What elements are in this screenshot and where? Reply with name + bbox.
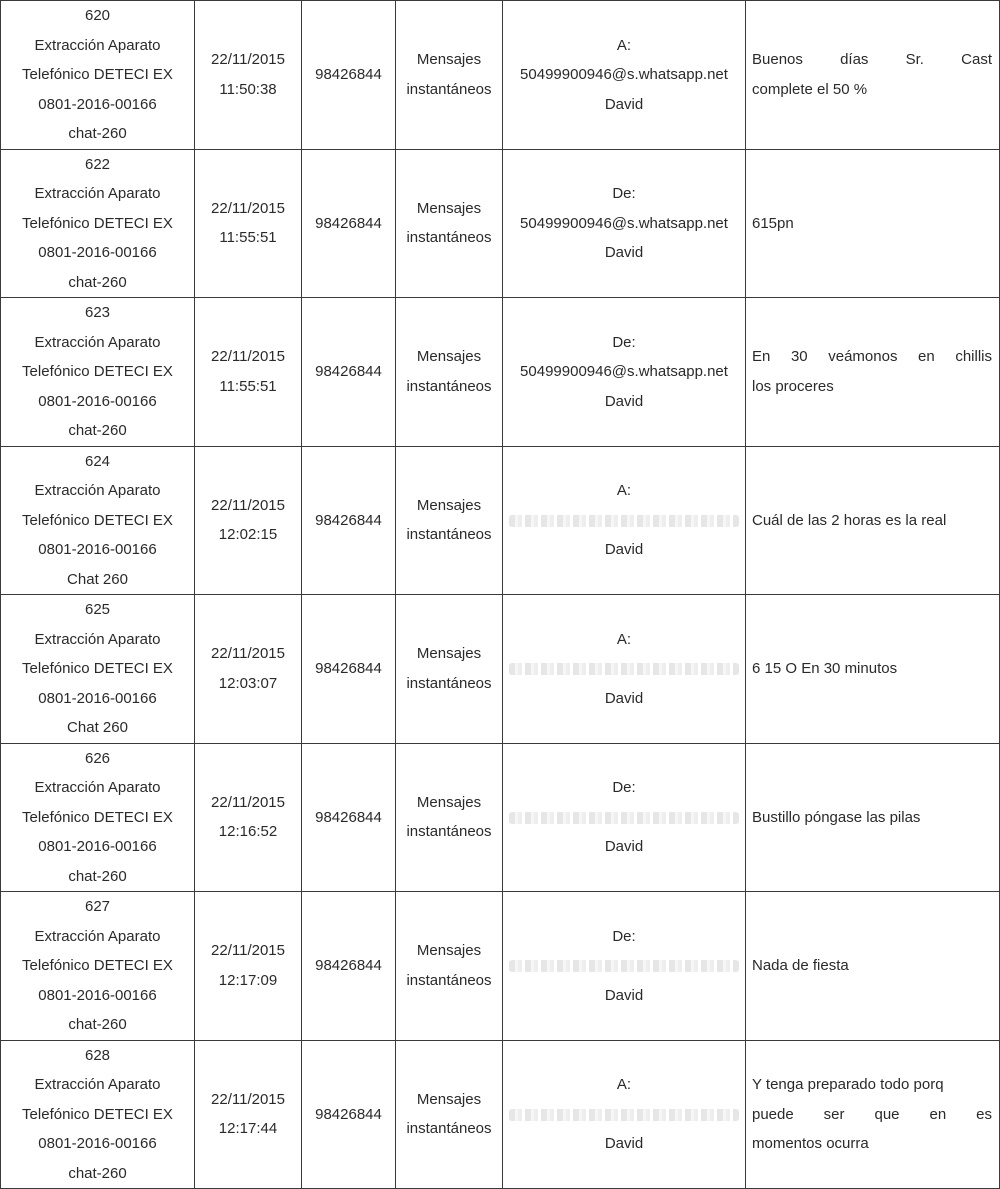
message-line: los proceres	[752, 377, 834, 395]
source-cell	[1, 743, 195, 892]
source-line: Chat 260	[67, 719, 128, 736]
source-line: 0801-2016-00166	[38, 244, 157, 261]
source-line: Extracción Aparato	[34, 333, 161, 351]
datetime-cell	[195, 743, 302, 892]
table-row	[1, 595, 1000, 744]
number-cell	[302, 595, 396, 744]
source-line: Extracción Aparato	[34, 36, 161, 54]
party-cell	[503, 1040, 746, 1189]
type-line: instantáneos	[406, 229, 492, 247]
message-line: Cuál de las 2 horas es la real	[752, 511, 947, 529]
datetime-cell	[195, 1040, 302, 1189]
contact-name: David	[604, 244, 644, 261]
number-cell	[302, 1040, 396, 1189]
date-value: 22/11/2015	[211, 348, 285, 366]
source-line: chat-260	[68, 125, 127, 142]
type-line: Mensajes	[416, 51, 482, 69]
direction-label: A:	[616, 630, 632, 648]
source-line: Extracción Aparato	[34, 927, 161, 945]
source-cell	[1, 298, 195, 447]
datetime-cell	[195, 595, 302, 744]
datetime-cell	[195, 892, 302, 1041]
table-row	[1, 298, 1000, 447]
time-value: 11:55:51	[219, 229, 277, 247]
message-cell	[746, 1, 1000, 150]
source-line: chat-260	[68, 273, 127, 291]
source-line: Telefónico DETECI EX	[22, 363, 173, 380]
message-line: complete el 50 %	[752, 80, 868, 98]
time-value: 12:02:15	[218, 526, 278, 544]
contact-name: David	[604, 689, 644, 707]
record-id: 624	[84, 452, 111, 470]
number-cell	[302, 743, 396, 892]
type-cell	[396, 446, 503, 595]
type-cell	[396, 149, 503, 298]
type-cell	[396, 892, 503, 1041]
phone-number: 98426844	[315, 363, 382, 380]
message-line: Buenos días Sr. Cast	[752, 51, 992, 69]
party-cell	[503, 743, 746, 892]
direction-label: De:	[612, 185, 636, 202]
source-line: Telefónico DETECI EX	[22, 66, 173, 83]
redaction-mark	[509, 960, 739, 972]
phone-number: 98426844	[315, 1105, 382, 1123]
source-line: Telefónico DETECI EX	[22, 1105, 173, 1123]
phone-number: 98426844	[315, 66, 382, 83]
type-line: instantáneos	[406, 526, 492, 544]
contact-name: David	[604, 986, 644, 1004]
source-line: 0801-2016-00166	[38, 838, 157, 855]
phone-number: 98426844	[315, 214, 382, 232]
message-cell	[746, 892, 1000, 1041]
record-id: 626	[84, 749, 111, 767]
type-line: instantáneos	[406, 377, 492, 395]
message-line: Y tenga preparado todo porq	[752, 1076, 944, 1093]
type-line: instantáneos	[406, 971, 492, 989]
source-line: Extracción Aparato	[34, 482, 161, 499]
party-cell	[503, 149, 746, 298]
direction-label: A:	[616, 1076, 632, 1093]
table-row	[1, 149, 1000, 298]
contact-redacted	[503, 951, 745, 981]
message-cell	[746, 149, 1000, 298]
type-line: Mensajes	[416, 199, 482, 217]
phone-number: 98426844	[315, 511, 382, 529]
source-cell	[1, 1040, 195, 1189]
record-id: 623	[84, 304, 111, 321]
date-value: 22/11/2015	[211, 1090, 285, 1108]
date-value: 22/11/2015	[211, 645, 285, 663]
table-body	[1, 1, 1000, 1189]
number-cell	[302, 149, 396, 298]
datetime-cell	[195, 298, 302, 447]
source-line: Extracción Aparato	[34, 185, 161, 202]
record-id: 628	[84, 1046, 111, 1064]
number-cell	[302, 298, 396, 447]
source-line: chat-260	[68, 1016, 127, 1033]
table-row	[1, 1040, 1000, 1189]
message-line: Bustillo póngase las pilas	[752, 808, 921, 826]
type-line: instantáneos	[406, 674, 492, 692]
table-row	[1, 1, 1000, 150]
time-value: 11:55:51	[219, 377, 277, 395]
type-line: Mensajes	[416, 348, 482, 366]
source-line: 0801-2016-00166	[38, 541, 157, 558]
source-cell	[1, 595, 195, 744]
type-cell	[396, 1, 503, 150]
contact-name: David	[604, 541, 644, 558]
record-id: 627	[84, 898, 111, 915]
contact-address: 50499900946@s.whatsapp.net	[520, 363, 728, 380]
source-line: chat-260	[68, 422, 127, 439]
date-value: 22/11/2015	[211, 793, 285, 811]
source-line: Telefónico DETECI EX	[22, 808, 173, 826]
source-line: Telefónico DETECI EX	[22, 511, 173, 529]
contact-name: David	[604, 95, 644, 113]
contact-name: David	[604, 1135, 644, 1152]
type-line: instantáneos	[406, 823, 492, 841]
date-value: 22/11/2015	[211, 199, 285, 217]
redaction-mark	[509, 812, 739, 824]
source-line: chat-260	[68, 867, 127, 885]
table-row	[1, 446, 1000, 595]
type-cell	[396, 743, 503, 892]
source-line: Telefónico DETECI EX	[22, 957, 173, 974]
type-cell	[396, 298, 503, 447]
date-value: 22/11/2015	[211, 51, 285, 69]
number-cell	[302, 446, 396, 595]
party-cell	[503, 892, 746, 1041]
message-line: 615pn	[752, 214, 794, 232]
source-line: 0801-2016-00166	[38, 1135, 157, 1152]
message-line: puede ser que en es	[752, 1105, 992, 1123]
contact-redacted	[503, 506, 745, 536]
source-line: 0801-2016-00166	[38, 95, 157, 113]
phone-number: 98426844	[315, 808, 382, 826]
type-line: Mensajes	[416, 645, 482, 663]
time-value: 12:17:09	[218, 971, 278, 989]
message-line: momentos ocurra	[752, 1135, 869, 1152]
date-value: 22/11/2015	[211, 942, 285, 960]
type-cell	[396, 595, 503, 744]
datetime-cell	[195, 149, 302, 298]
datetime-cell	[195, 1, 302, 150]
source-line: Extracción Aparato	[34, 1076, 161, 1093]
time-value: 12:17:44	[218, 1120, 278, 1138]
direction-label: A:	[616, 482, 632, 499]
datetime-cell	[195, 446, 302, 595]
party-cell	[503, 595, 746, 744]
source-line: Extracción Aparato	[34, 779, 161, 796]
table-row	[1, 892, 1000, 1041]
record-id: 625	[84, 601, 111, 618]
redaction-mark	[509, 1109, 739, 1121]
source-line: 0801-2016-00166	[38, 392, 157, 410]
party-cell	[503, 1, 746, 150]
message-cell	[746, 446, 1000, 595]
type-line: Mensajes	[416, 1090, 482, 1108]
record-id: 622	[84, 155, 111, 173]
type-line: instantáneos	[406, 80, 492, 98]
direction-label: De:	[612, 333, 636, 351]
time-value: 12:03:07	[218, 674, 278, 692]
direction-label: De:	[612, 927, 636, 945]
contact-address: 50499900946@s.whatsapp.net	[520, 66, 728, 83]
type-line: instantáneos	[406, 1120, 492, 1138]
direction-label: De:	[612, 779, 636, 796]
source-cell	[1, 149, 195, 298]
contact-redacted	[503, 654, 745, 684]
phone-number: 98426844	[315, 957, 382, 974]
number-cell	[302, 1, 396, 150]
type-line: Mensajes	[416, 793, 482, 811]
party-cell	[503, 446, 746, 595]
redaction-mark	[509, 663, 739, 675]
contact-address: 50499900946@s.whatsapp.net	[520, 214, 728, 232]
source-line: Chat 260	[67, 570, 128, 588]
type-line: Mensajes	[416, 942, 482, 960]
source-line: chat-260	[68, 1164, 127, 1182]
date-value: 22/11/2015	[211, 496, 285, 514]
contact-redacted	[503, 1100, 745, 1130]
source-line: 0801-2016-00166	[38, 689, 157, 707]
message-line: 6 15 O En 30 minutos	[752, 660, 898, 677]
source-cell	[1, 892, 195, 1041]
message-line: Nada de fiesta	[752, 957, 849, 974]
type-cell	[396, 1040, 503, 1189]
direction-label: A:	[616, 36, 632, 54]
type-line: Mensajes	[416, 496, 482, 514]
message-cell	[746, 595, 1000, 744]
source-line: Telefónico DETECI EX	[22, 214, 173, 232]
message-cell	[746, 298, 1000, 447]
contact-name: David	[604, 838, 644, 855]
message-cell	[746, 1040, 1000, 1189]
record-id: 620	[84, 7, 111, 24]
time-value: 12:16:52	[218, 823, 278, 841]
party-cell	[503, 298, 746, 447]
time-value: 11:50:38	[219, 80, 277, 98]
source-line: Extracción Aparato	[34, 630, 161, 648]
source-line: 0801-2016-00166	[38, 986, 157, 1004]
source-cell	[1, 446, 195, 595]
redaction-mark	[509, 515, 739, 527]
contact-name: David	[604, 392, 644, 410]
table-row	[1, 743, 1000, 892]
number-cell	[302, 892, 396, 1041]
phone-number: 98426844	[315, 660, 382, 677]
message-line: En 30 veámonos en chillis	[752, 348, 992, 366]
contact-redacted	[503, 803, 745, 833]
source-cell	[1, 1, 195, 150]
source-line: Telefónico DETECI EX	[22, 660, 173, 677]
message-cell	[746, 743, 1000, 892]
